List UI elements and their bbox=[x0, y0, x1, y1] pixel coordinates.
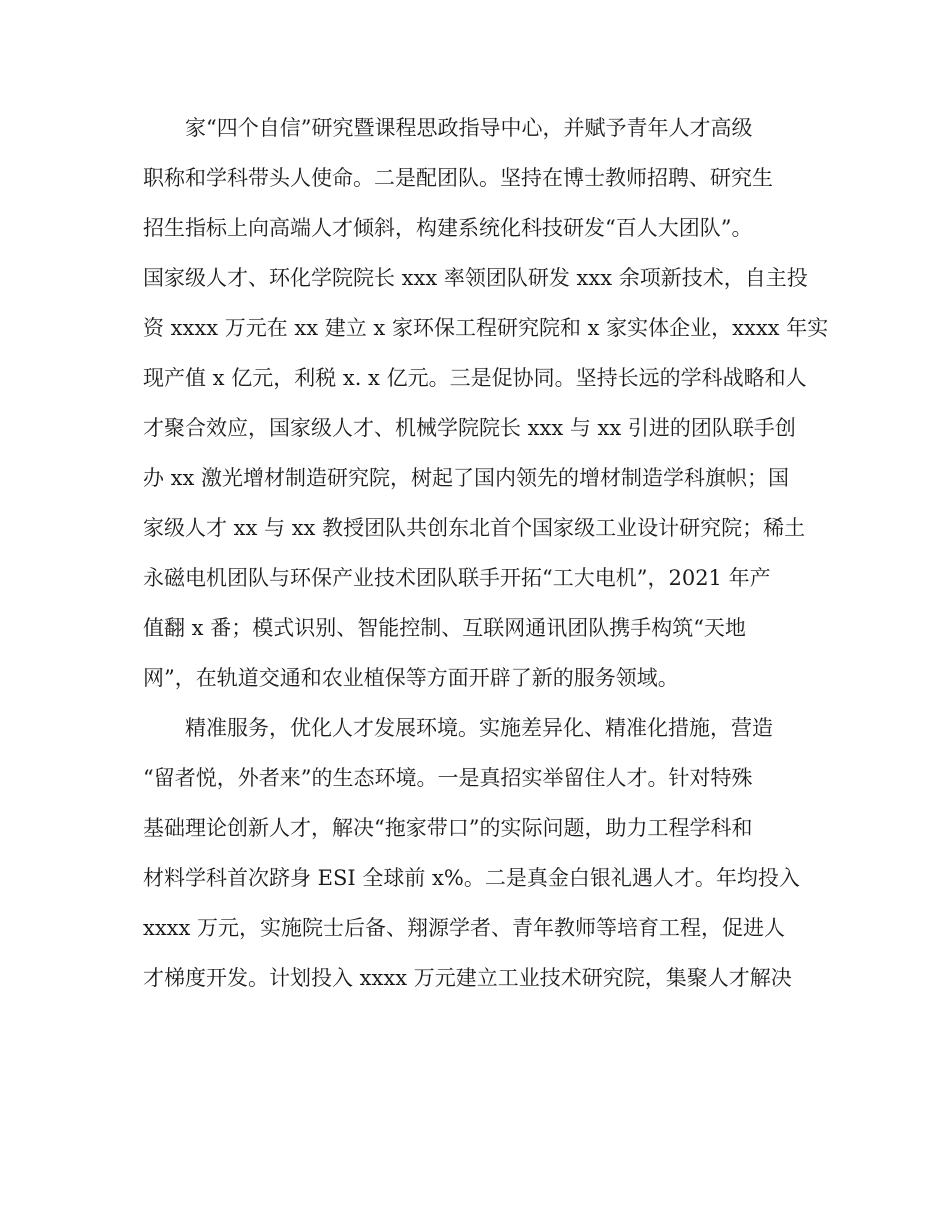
paragraph-2-line-4: 材料学科首次跻身 ESI 全球前 x%。二是真金白银礼遇人才。年均投入 bbox=[143, 866, 800, 890]
paragraph-1-line-9: 家级人才 xx 与 xx 教授团队共创东北首个国家级工业设计研究院；稀土 bbox=[143, 516, 806, 540]
paragraph-2-line-2: “留者悦，外者来”的生态环境。一是真招实举留住人才。针对特殊 bbox=[143, 766, 753, 790]
paragraph-1-line-8: 办 xx 激光增材制造研究院，树起了国内领先的增材制造学科旗帜；国 bbox=[143, 466, 790, 490]
paragraph-2-line-3: 基础理论创新人才，解决“拖家带口”的实际问题，助力工程学科和 bbox=[143, 816, 753, 840]
paragraph-1-line-5: 资 xxxx 万元在 xx 建立 x 家环保工程研究院和 x 家实体企业，xxxx 年实 bbox=[143, 316, 829, 340]
paragraph-2-line-6: 才梯度开发。计划投入 xxxx 万元建立工业技术研究院，集聚人才解决 bbox=[143, 966, 792, 990]
paragraph-1-line-11: 值翻 x 番；模式识别、智能控制、互联网通讯团队携手构筑“天地 bbox=[143, 616, 746, 640]
paragraph-2-line-5: xxxx 万元，实施院士后备、翔源学者、青年教师等培育工程，促进人 bbox=[143, 916, 786, 940]
paragraph-1-line-4: 国家级人才、环化学院院长 xxx 率领团队研发 xxx 余项新技术，自主投 bbox=[143, 266, 808, 290]
paragraph-1-line-2: 职称和学科带头人使命。二是配团队。坚持在博士教师招聘、研究生 bbox=[143, 166, 773, 190]
paragraph-1-line-10: 永磁电机团队与环保产业技术团队联手开拓“工大电机”，2021 年产 bbox=[143, 566, 771, 590]
paragraph-1-line-12: 网”，在轨道交通和农业植保等方面开辟了新的服务领域。 bbox=[143, 666, 679, 690]
paragraph-1-line-6: 现产值 x 亿元，利税 x. x 亿元。三是促协同。坚持长远的学科战略和人 bbox=[143, 366, 807, 390]
paragraph-1-line-1: 家“四个自信”研究暨课程思政指导中心，并赋予青年人才高级 bbox=[185, 116, 753, 140]
paragraph-1-line-3: 招生指标上向高端人才倾斜，构建系统化科技研发“百人大团队”。 bbox=[143, 216, 753, 240]
paragraph-1-line-7: 才聚合效应，国家级人才、机械学院院长 xxx 与 xx 引进的团队联手创 bbox=[143, 416, 796, 440]
paragraph-2-line-1: 精准服务，优化人才发展环境。实施差异化、精准化措施，营造 bbox=[185, 716, 773, 740]
